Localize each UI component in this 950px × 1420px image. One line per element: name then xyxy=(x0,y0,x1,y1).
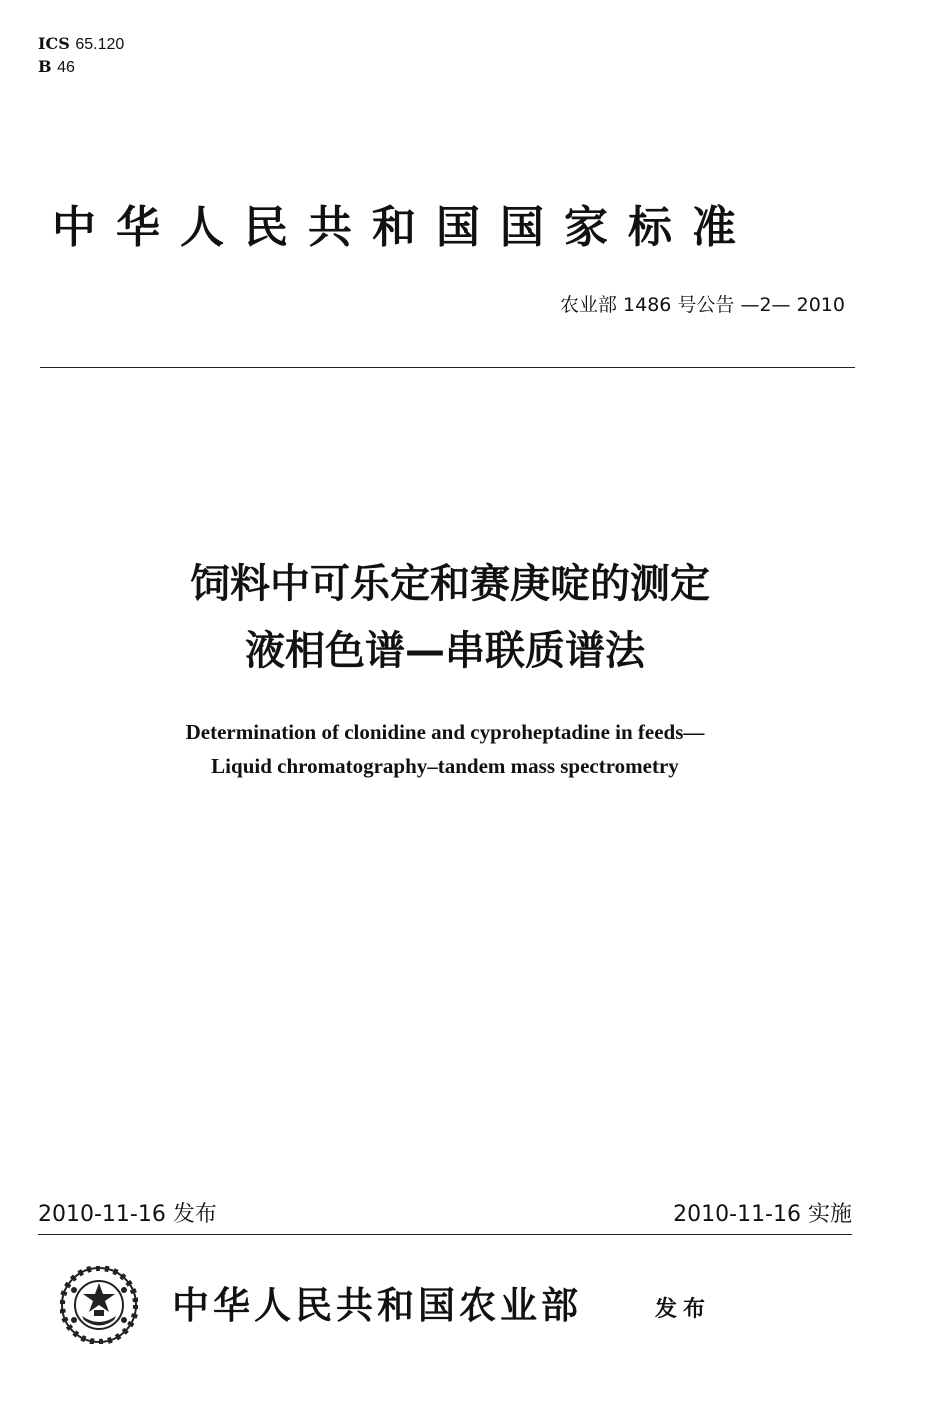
english-title-line-2: Liquid chromatography–tandem mass spectrometry xyxy=(211,754,679,778)
ics-code-line xyxy=(38,33,124,56)
ministry-seal-icon xyxy=(60,1266,138,1344)
implementation-date: 2010-11-16 实施 xyxy=(673,1202,852,1227)
ccs-code-line xyxy=(38,56,124,79)
ccs-code: 46 xyxy=(57,59,75,76)
ics-code: 65.120 xyxy=(75,36,125,53)
issue-date: 2010-11-16 发布 xyxy=(38,1202,217,1227)
header-divider xyxy=(40,367,855,368)
chinese-title-line-1: 饲料中可乐定和赛庚啶的测定 xyxy=(190,561,710,607)
english-title-line-1: Determination of clonidine and cyproheptadine in feeds— xyxy=(185,720,705,744)
ccs-label: B xyxy=(38,57,52,76)
standard-number: 农业部 1486 号公告 —2— 2010 xyxy=(560,294,845,316)
footer-divider xyxy=(38,1234,852,1235)
issue-label: 发布 xyxy=(655,1296,712,1322)
classification-codes xyxy=(38,33,124,79)
national-standard-title: 中华人民共和国国家标准 xyxy=(52,202,756,253)
ics-label: ICS xyxy=(38,34,70,53)
issuing-ministry: 中华人民共和国农业部 xyxy=(172,1283,582,1327)
chinese-title-line-2: 液相色谱—串联质谱法 xyxy=(245,628,645,674)
